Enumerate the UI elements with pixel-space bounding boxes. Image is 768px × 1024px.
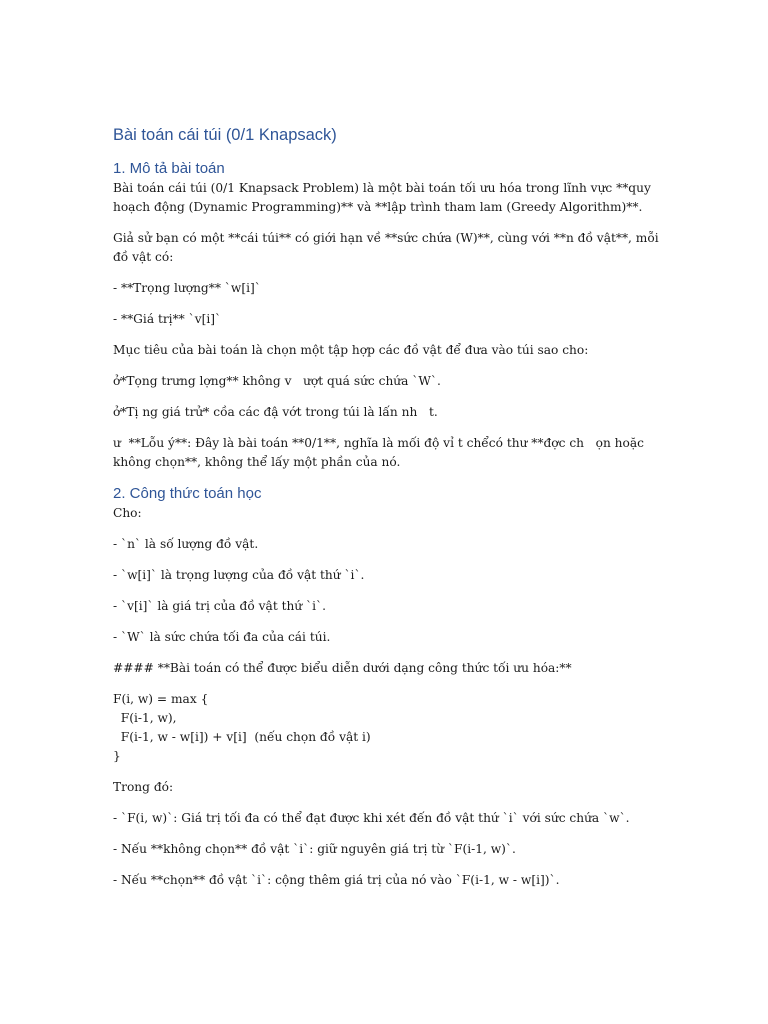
document-page: [113, 124, 673, 902]
document-title: Bài toán cái túi (0/1 Knapsack): [113, 126, 337, 144]
list-item: - Nếu **chọn** đồ vật `i`: cộng thêm giá trị của nó vào `F(i-1, w - w[i])`.: [113, 873, 560, 887]
list-item: - **Giá trị** `v[i]`: [113, 312, 222, 326]
section-heading-formula: 2. Công thức toán học: [113, 485, 262, 502]
paragraph: Trong đó:: [113, 780, 174, 794]
paragraph: Mục tiêu của bài toán là chọn một tập hợp các đồ vật để đưa vào túi sao cho:: [113, 343, 589, 357]
list-item: - Nếu **không chọn** đồ vật `i`: giữ nguyên giá trị từ `F(i-1, w)`.: [113, 842, 516, 856]
paragraph: Giả sử bạn có một **cái túi** có giới hạn về **sức chứa (W)**, cùng với **n đồ vật**, mỗi đồ vật có:: [113, 231, 663, 264]
list-item: - `n` là số lượng đồ vật.: [113, 537, 259, 551]
paragraph: Bài toán cái túi (0/1 Knapsack Problem) là một bài toán tối ưu hóa trong lĩnh vực **quy hoạch động (Dynamic Programming)** và **lập trình tham lam (Greedy Algorithm)**.: [113, 181, 655, 214]
paragraph: ở*Tị ng giá trử* cồa các đậ vớt trong túi là lấn nh t.: [113, 405, 438, 419]
formula-block: F(i, w) = max { F(i-1, w), F(i-1, w - w[i]) + v[i] (nếu chọn đồ vật i) }: [113, 692, 371, 763]
note-paragraph: ư **Lỗu ý**: Đây là bài toán **0/1**, nghĩa là mối độ vỉ t chểcó thư **đợc ch ọn hoặc không chọn**, không thể lấy một phần của nó.: [113, 436, 648, 469]
list-item: - `v[i]` là giá trị của đồ vật thứ `i`.: [113, 599, 327, 613]
section-heading-description: 1. Mô tả bài toán: [113, 160, 225, 177]
list-item: - `w[i]` là trọng lượng của đồ vật thứ `i`.: [113, 568, 365, 582]
paragraph: Cho:: [113, 506, 142, 520]
list-item: - `F(i, w)`: Giá trị tối đa có thể đạt được khi xét đến đồ vật thứ `i` với sức chứa `w`.: [113, 811, 630, 825]
list-item: - `W` là sức chứa tối đa của cái túi.: [113, 630, 331, 644]
paragraph: ở*Tọng trưng lợng** không v ượt quá sức chứa `W`.: [113, 374, 441, 388]
list-item: - **Trọng lượng** `w[i]`: [113, 281, 261, 295]
paragraph: #### **Bài toán có thể được biểu diễn dưới dạng công thức tối ưu hóa:**: [113, 661, 572, 675]
